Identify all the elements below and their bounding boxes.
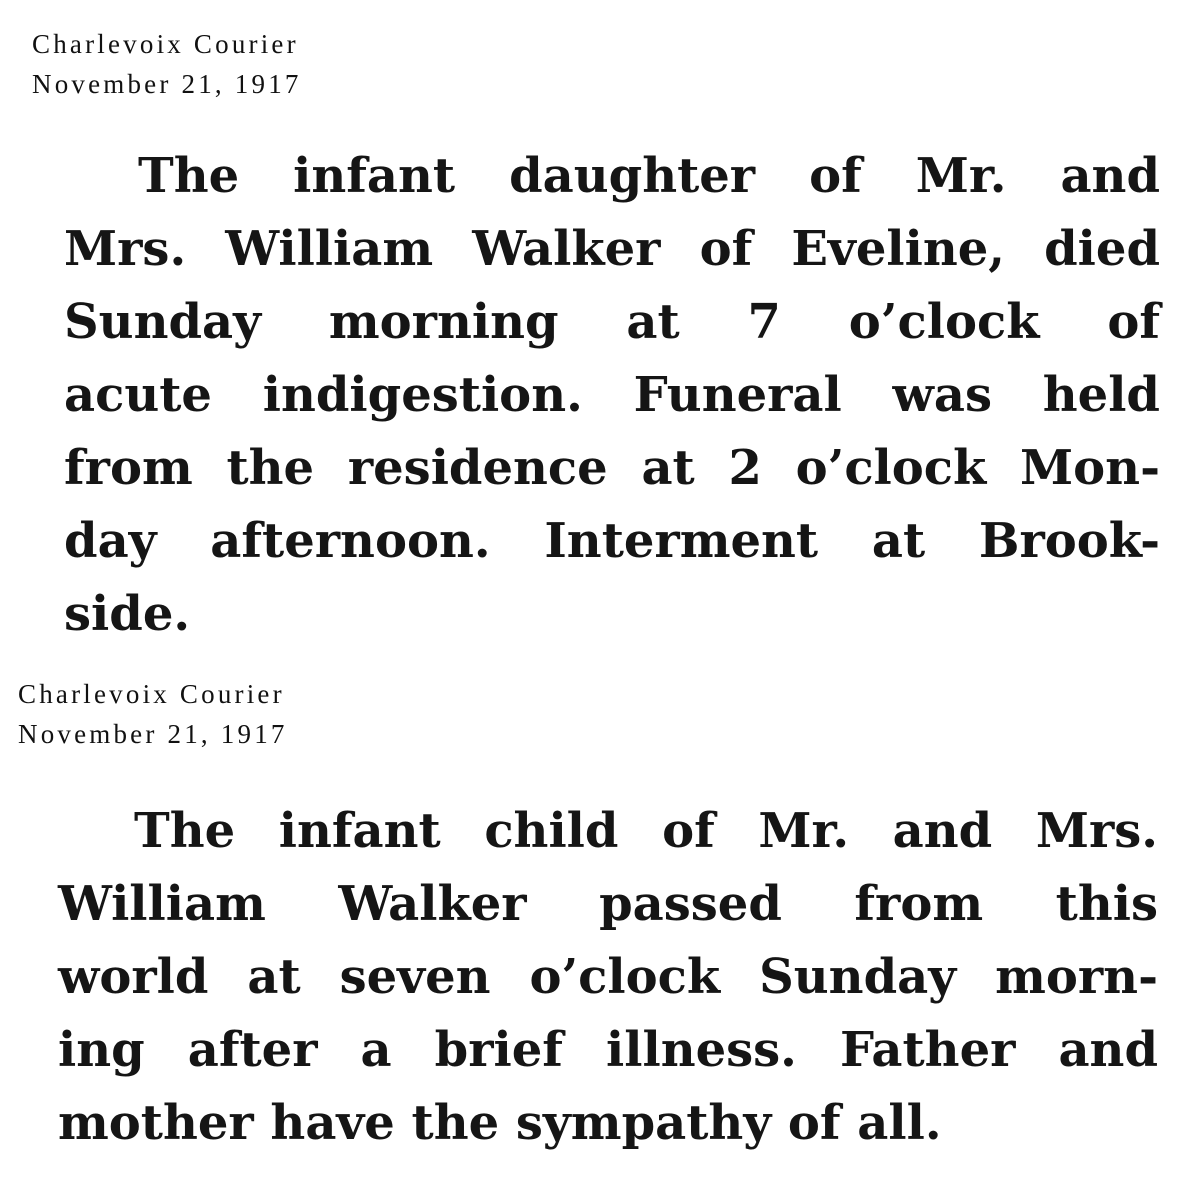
article-line: The infant daughter of Mr. and: [138, 148, 1160, 204]
obituary-text: [64, 140, 1160, 651]
article-line: day afternoon. Interment at Brook-: [64, 513, 1160, 569]
obituary-text: [58, 795, 1158, 1160]
article-line: Sunday morning at 7 o’clock of: [64, 294, 1160, 350]
article-line: world at seven o’clock Sunday morn-: [58, 949, 1158, 1005]
source-citation: [32, 24, 302, 104]
publication-date: November 21, 1917: [18, 719, 288, 749]
article-line: mother have the sympathy of all.: [58, 1095, 942, 1151]
article-line: The infant child of Mr. and Mrs.: [134, 803, 1158, 859]
source-citation: [18, 674, 288, 754]
newspaper-name: Charlevoix Courier: [18, 679, 285, 709]
article-line: ing after a brief illness. Father and: [58, 1022, 1158, 1078]
article-line: Mrs. William Walker of Eveline, died: [64, 221, 1160, 277]
newspaper-name: Charlevoix Courier: [32, 29, 299, 59]
article-line: from the residence at 2 o’clock Mon-: [64, 440, 1160, 496]
article-line: William Walker passed from this: [58, 876, 1158, 932]
publication-date: November 21, 1917: [32, 69, 302, 99]
article-line: acute indigestion. Funeral was held: [64, 367, 1160, 423]
article-line: side.: [64, 586, 191, 642]
